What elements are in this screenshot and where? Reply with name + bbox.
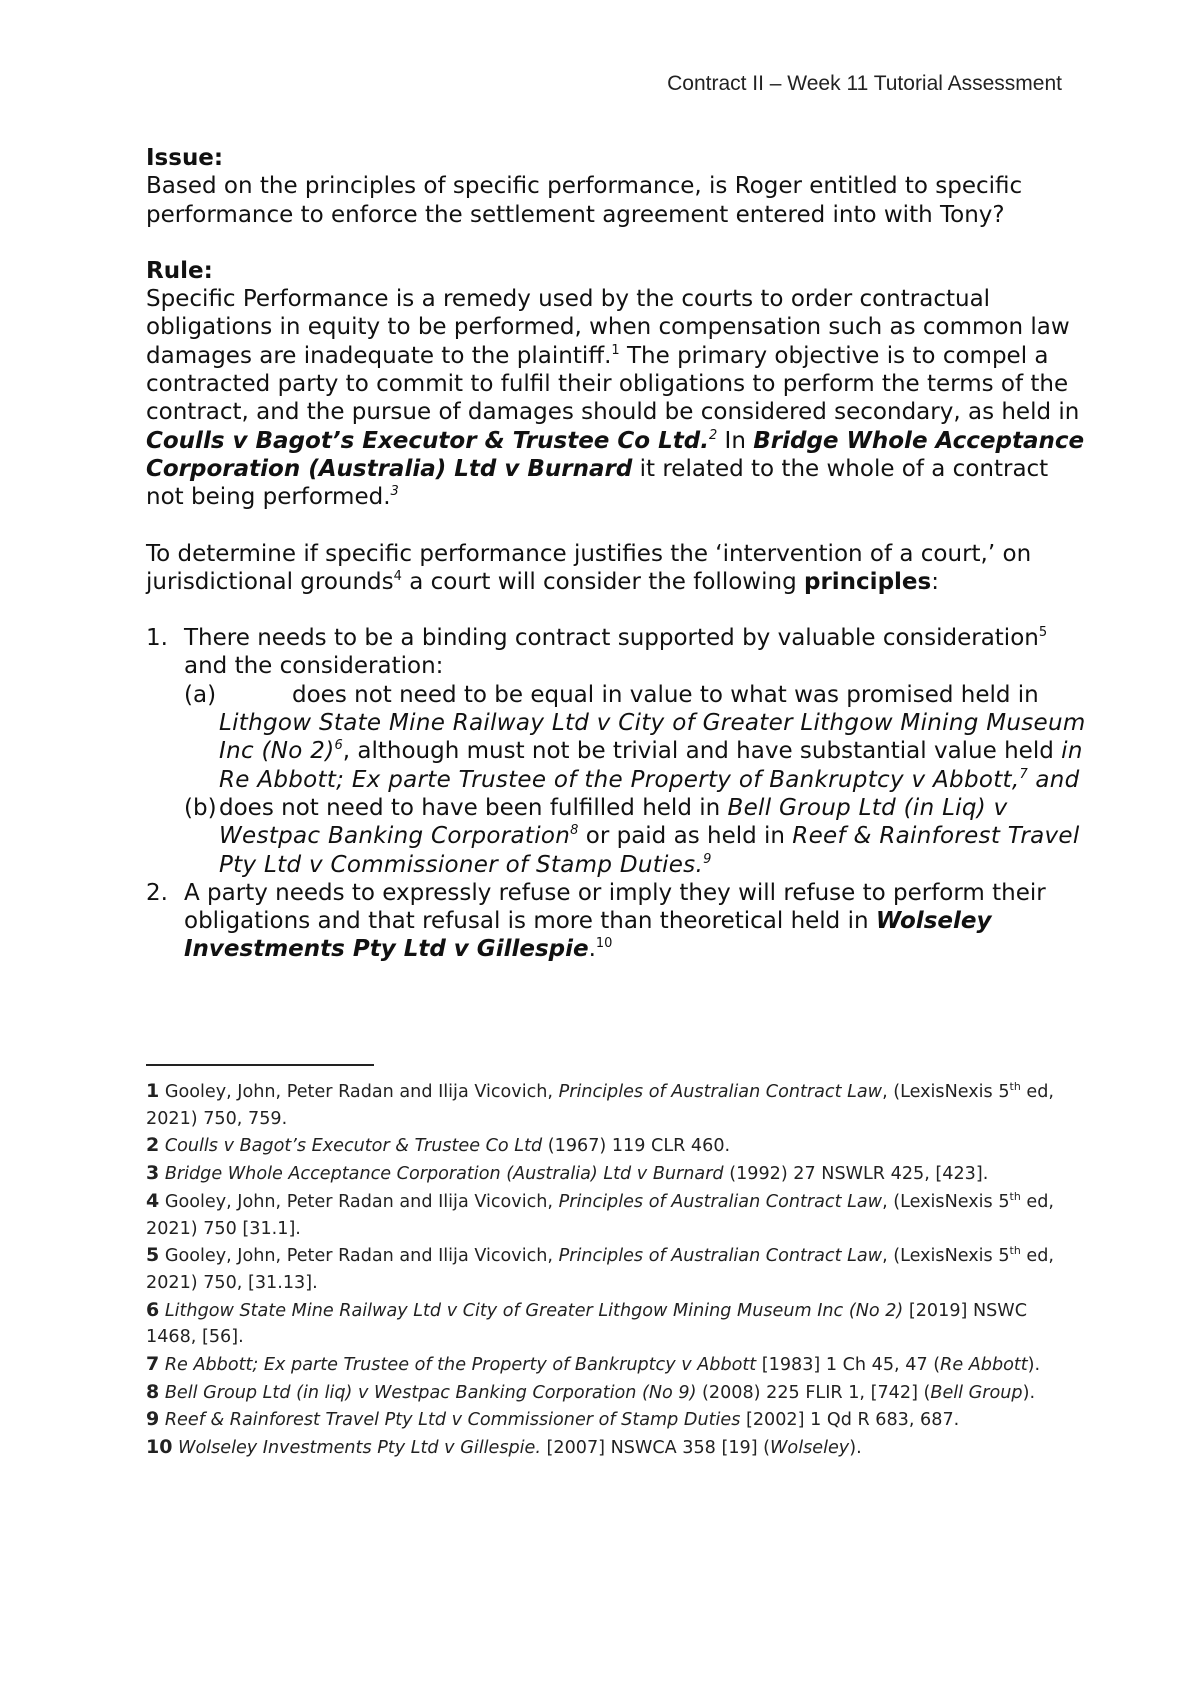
footnote-text: ). — [1022, 1382, 1036, 1403]
sub-list-label: (b) — [184, 794, 217, 821]
issue-heading: Issue: — [146, 145, 224, 171]
footnote-title: Lithgow State Mine Railway Ltd v City of Greater Lithgow Mining Museum Inc (No 2) — [164, 1300, 904, 1321]
footnote — [146, 1434, 1066, 1462]
rule-paragraph-2 — [146, 540, 1086, 597]
footnote-number: 3 — [146, 1162, 160, 1185]
footnote — [146, 1297, 1066, 1351]
footnote-ref[interactable]: 6 — [334, 738, 343, 754]
footnote-text: [2002] 1 Qd R 683, 687. — [740, 1410, 960, 1431]
footnote-title: Re Abbott; Ex parte Trustee of the Property of Bankruptcy v Abbott — [164, 1355, 757, 1376]
footnote-ref[interactable]: 10 — [595, 936, 613, 952]
footnote-ref[interactable]: 9 — [703, 851, 712, 867]
footnote — [146, 1160, 1066, 1188]
emphasis-text: principles — [803, 568, 932, 595]
rule-text: a court will consider the following — [401, 568, 804, 595]
footnote — [146, 1351, 1066, 1379]
list-text: , although must not be trivial and have substantial value held — [342, 738, 1062, 765]
footnote-text: (2008) 225 FLIR 1, [742] ( — [696, 1382, 931, 1403]
footnote-separator — [146, 1064, 374, 1066]
footnote-number: 1 — [146, 1080, 160, 1102]
rule-text: The primary objective is to compel a contracted party to commit to fulfil their obligations to perform the terms of the contract, and the pursue of damages should be considered secondary, as held in — [146, 342, 1080, 426]
rule-paragraph-1 — [146, 285, 1086, 511]
footnote-number: 7 — [146, 1353, 160, 1376]
footnote-text: (1967) 119 CLR 460. — [542, 1136, 731, 1157]
footnote-title: Wolseley — [770, 1438, 850, 1459]
footnote-ref[interactable]: 8 — [570, 823, 579, 839]
list-item — [146, 879, 1086, 964]
footnote — [146, 1188, 1066, 1242]
case-name: Reef & Rainforest Travel Pty Ltd v Commissioner of Stamp Duties. — [219, 823, 1080, 878]
footnote-title: Wolseley Investments Pty Ltd v Gillespie. — [178, 1438, 541, 1459]
case-name: Wolseley Investments Pty Ltd v Gillespie — [184, 908, 992, 963]
footnote-number: 6 — [146, 1298, 160, 1321]
footnote-ref[interactable]: 3 — [390, 484, 399, 500]
footnote-text: ). — [849, 1438, 862, 1459]
footnote-text: , (LexisNexis 5 — [882, 1082, 1010, 1102]
rule-text: Specific Performance is a remedy used by the courts to order contractual obligations in equity to be performed, when compensation such as common law damages are inadequate to the plaintiff. — [146, 286, 1070, 369]
footnote-title: Principles of Australian Contract Law — [558, 1191, 883, 1212]
ordinal-suffix: th — [1009, 1244, 1021, 1258]
footnotes — [146, 1078, 1066, 1462]
footnote-title: Re Abbott — [940, 1355, 1028, 1376]
list-text: A party needs to expressly refuse or imply they will refuse to perform their obligations and that refusal is more than theoretical held in — [184, 879, 1046, 935]
sub-list-item — [146, 794, 1086, 879]
footnote-text: (1992) 27 NSWLR 425, [423]. — [723, 1164, 989, 1185]
case-name: Bridge Whole Acceptance Corporation (Australia) Ltd v Burnard — [146, 427, 1085, 482]
footnote — [146, 1078, 1066, 1132]
footnote-title: Bell Group Ltd (in liq) v Westpac Banking Corporation (No 9) — [164, 1382, 697, 1403]
footnote — [146, 1242, 1066, 1296]
list-number: 2. — [146, 879, 168, 906]
rule-text: it related to the whole of a contract not being performed. — [146, 455, 1049, 511]
principles-list — [146, 624, 1086, 964]
footnote-text: [1983] 1 Ch 45, 47 ( — [756, 1355, 941, 1376]
rule-text: To determine if specific performance justifies the ‘intervention of a court,’ on jurisdictional grounds — [146, 540, 1032, 595]
footnote-text: ed, 2021) 750, 759. — [146, 1082, 1054, 1129]
rule-text: In — [717, 427, 754, 454]
footnote-number: 2 — [146, 1134, 160, 1157]
list-text: There needs to be a binding contract supported by valuable consideration — [184, 625, 1039, 652]
footnote-text: ). — [1027, 1355, 1041, 1376]
footnote-title: Bell Group — [930, 1382, 1023, 1403]
page-header: Contract II – Week 11 Tutorial Assessment — [667, 72, 1062, 95]
ordinal-suffix: th — [1009, 1189, 1021, 1203]
list-item — [146, 624, 1086, 681]
footnote-text: [2019] NSWC 1468, [56]. — [146, 1300, 1027, 1348]
footnote-title: Bridge Whole Acceptance Corporation (Australia) Ltd v Burnard — [164, 1164, 724, 1185]
sub-list-item — [146, 681, 1086, 794]
footnote-number: 4 — [146, 1189, 160, 1212]
case-name: in Re Abbott; Ex parte Trustee of the Property of Bankruptcy v Abbott, — [219, 738, 1083, 793]
list-text: does not need to be equal in value to what was promised held in — [292, 681, 1039, 708]
rule-text: : — [931, 568, 939, 595]
footnote-number: 10 — [146, 1436, 173, 1459]
list-number: 1. — [146, 625, 168, 652]
footnote-text: Gooley, John, Peter Radan and Ilija Vicovich, — [159, 1191, 559, 1212]
footnote-text: , (LexisNexis 5 — [882, 1246, 1010, 1267]
footnote-title: Principles of Australian Contract Law — [558, 1082, 883, 1102]
sub-list-label: (a) — [184, 681, 217, 708]
footnote-ref[interactable]: 2 — [708, 427, 718, 443]
case-name: Bell Group Ltd (in Liq) v Westpac Banking Corporation — [219, 794, 1008, 850]
footnote-number: 5 — [146, 1244, 160, 1267]
footnote — [146, 1379, 1066, 1407]
rule-heading: Rule: — [146, 257, 213, 284]
list-text: or paid as held in — [578, 823, 793, 850]
footnote-ref[interactable]: 5 — [1038, 625, 1048, 641]
document-body — [146, 144, 1086, 964]
list-text: and the consideration: — [184, 653, 444, 680]
footnote — [146, 1132, 1066, 1160]
issue-text: Based on the principles of specific performance, is Roger entitled to specific performance to enforce the settlement agreement entered into with Tony? — [146, 173, 1023, 228]
footnote-text: ed, 2021) 750, [31.13]. — [146, 1246, 1054, 1293]
footnote-ref[interactable]: 4 — [393, 568, 402, 584]
footnote-text: ed, 2021) 750 [31.1]. — [146, 1191, 1054, 1239]
case-name: Coulls v Bagot’s Executor & Trustee Co Ltd. — [146, 427, 709, 454]
footnote-title: Coulls v Bagot’s Executor & Trustee Co Ltd — [164, 1136, 543, 1157]
footnote-title: Principles of Australian Contract Law — [558, 1246, 883, 1267]
footnote-number: 8 — [146, 1380, 160, 1403]
footnote-ref[interactable]: 7 — [1019, 766, 1028, 782]
list-text: does not need to have been fulfilled held in — [219, 794, 728, 821]
footnote-title: Reef & Rainforest Travel Pty Ltd v Commissioner of Stamp Duties — [164, 1410, 741, 1431]
footnote-text: Gooley, John, Peter Radan and Ilija Vicovich, — [159, 1246, 559, 1267]
footnote — [146, 1406, 1066, 1434]
list-text: and — [1027, 766, 1080, 793]
footnote-text: , (LexisNexis 5 — [882, 1191, 1010, 1212]
footnote-text: Gooley, John, Peter Radan and Ilija Vicovich, — [159, 1082, 559, 1102]
list-text: . — [588, 936, 596, 963]
sub-list-text — [219, 681, 1086, 794]
footnote-text: [2007] NSWCA 358 [19] ( — [540, 1438, 771, 1459]
footnote-number: 9 — [146, 1408, 160, 1431]
footnote-ref[interactable]: 1 — [611, 342, 620, 358]
case-name: Lithgow State Mine Railway Ltd v City of Greater Lithgow Mining Museum Inc (No 2) — [219, 710, 1086, 765]
ordinal-suffix: th — [1009, 1080, 1021, 1093]
